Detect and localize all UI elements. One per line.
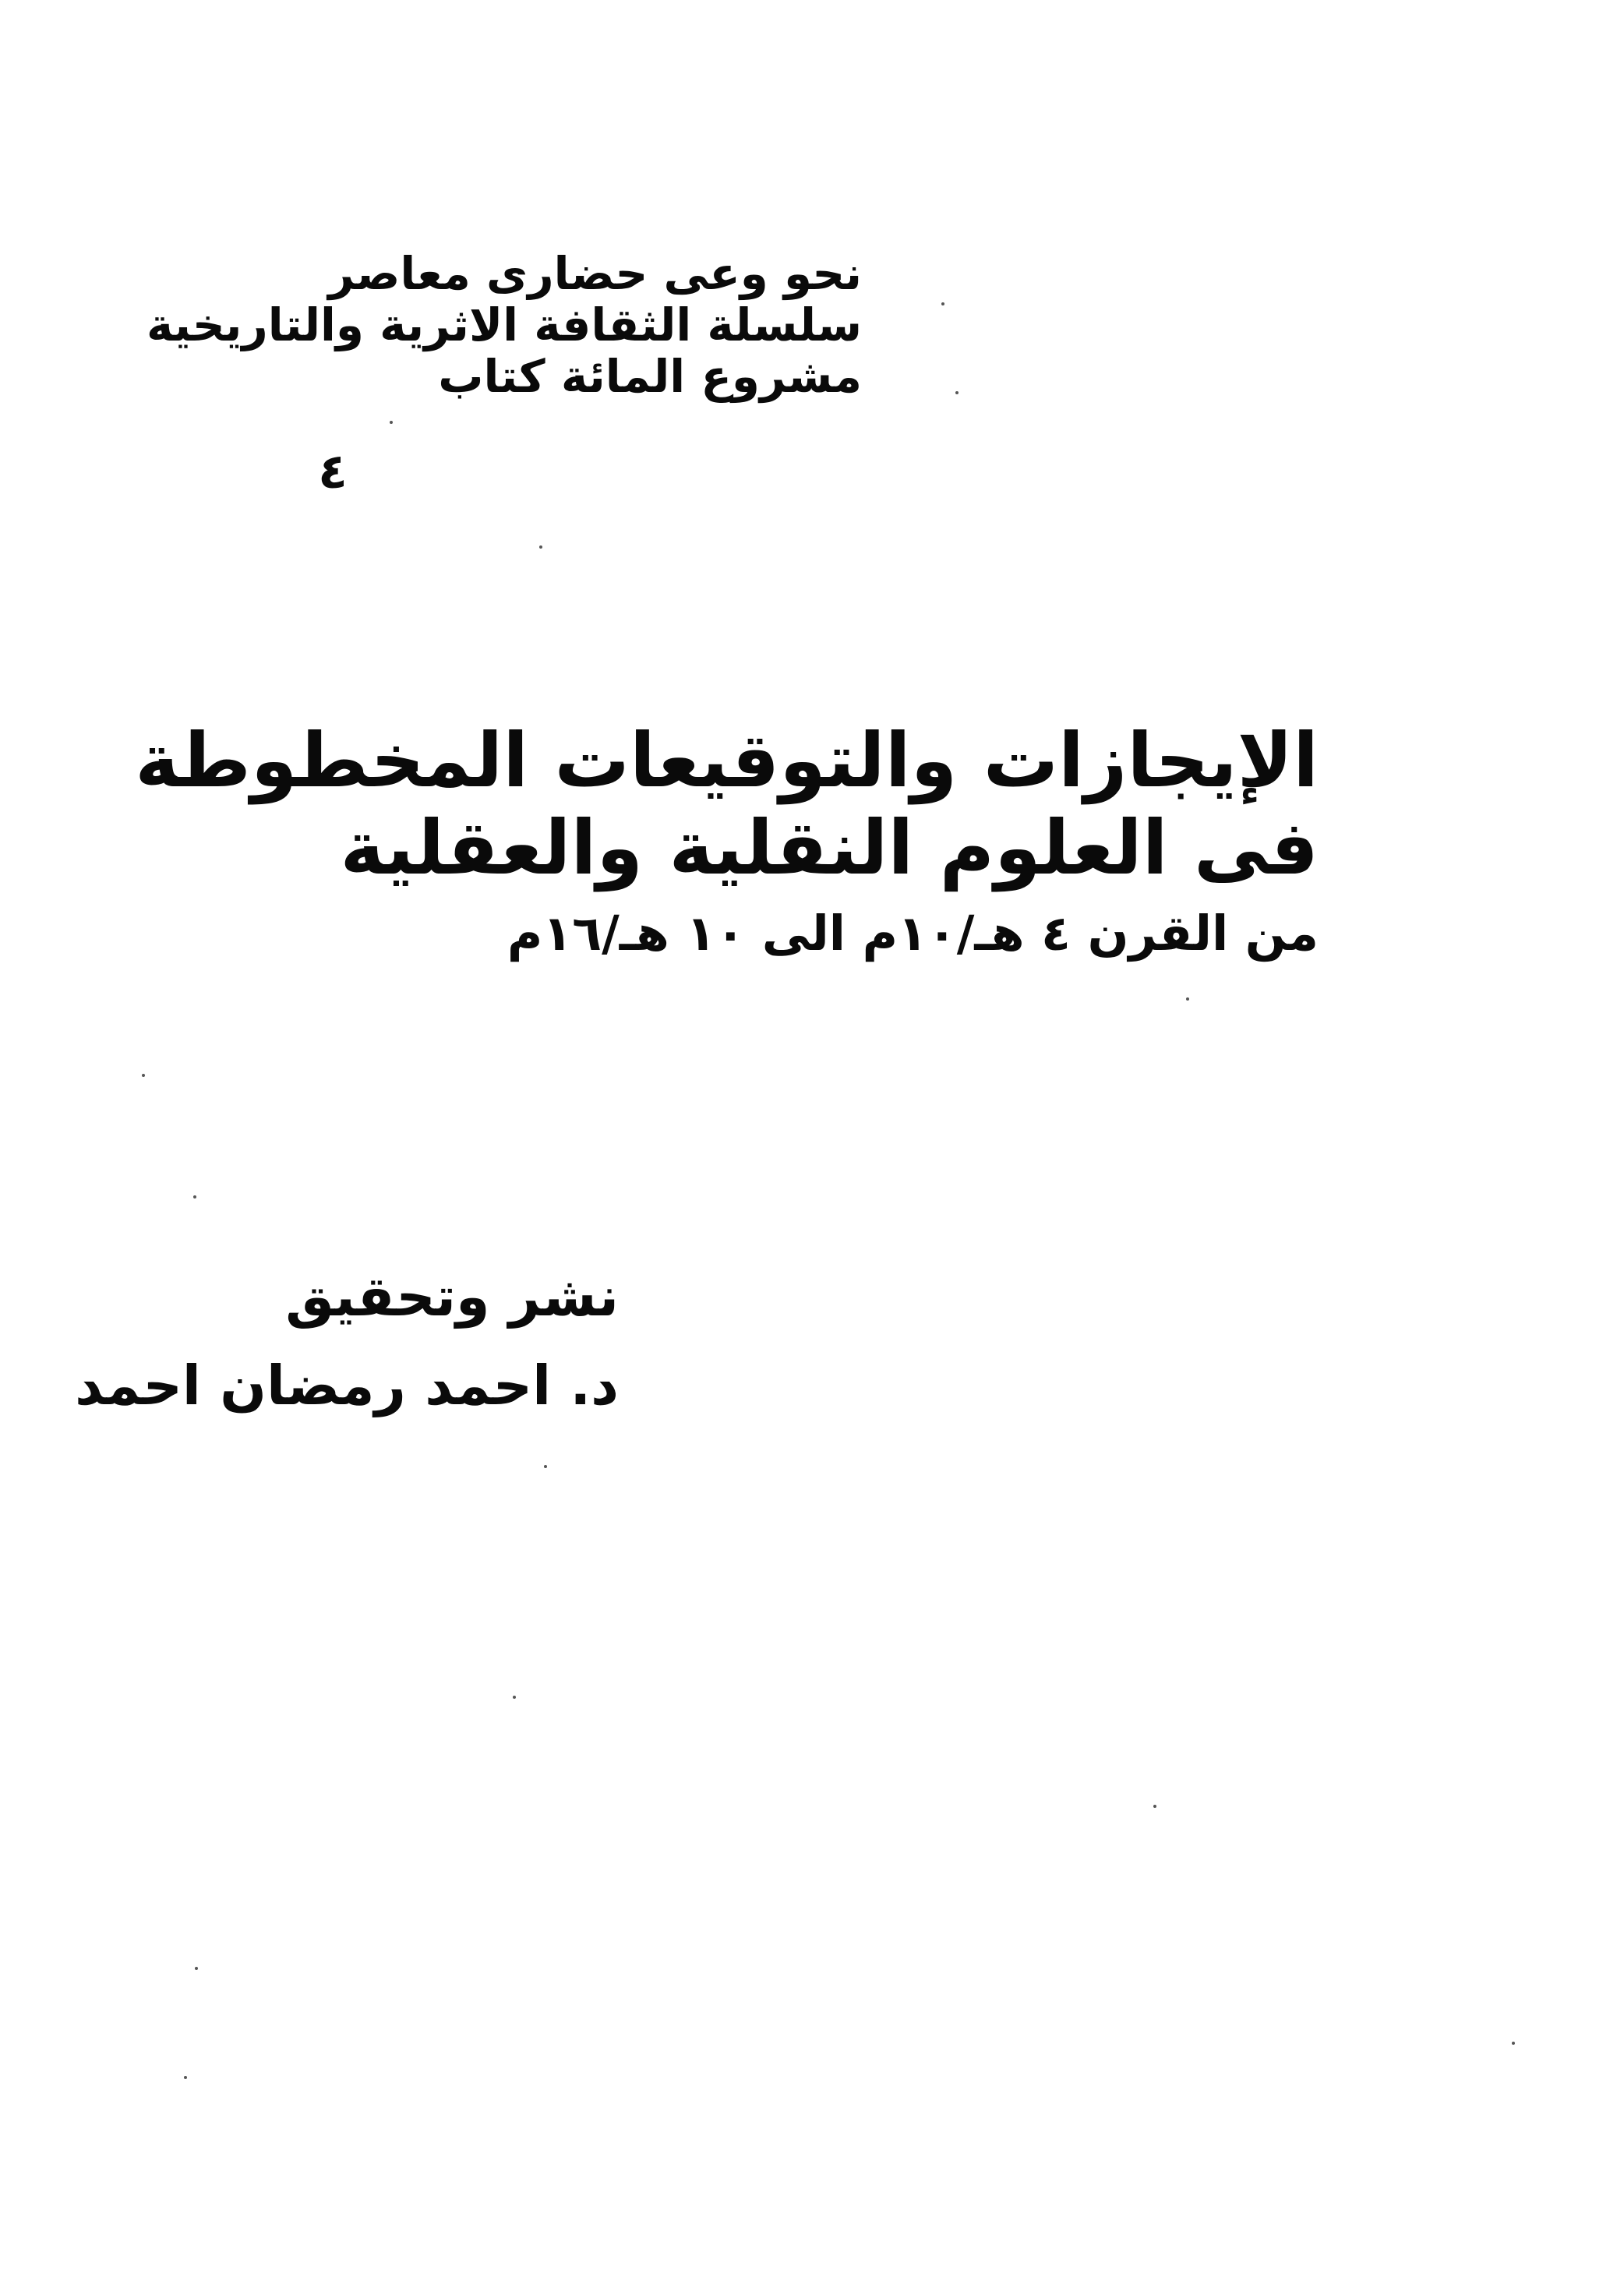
series-name: سلسلة الثقافة الاثرية والتاريخية [146, 298, 862, 351]
author-block [75, 1259, 619, 1423]
scan-speck [955, 391, 959, 394]
title-line-2: فى العلوم النقلية والعقلية [340, 804, 1319, 891]
series-volume-number: ٤ [318, 443, 348, 500]
author-name: د. احمد رمضان احمد [75, 1354, 619, 1417]
series-header [146, 247, 862, 403]
scan-speck [390, 421, 393, 424]
scan-speck [1186, 997, 1189, 1001]
scan-speck [544, 1465, 547, 1468]
book-title [135, 717, 1319, 971]
series-slogan: نحو وعى حضارى معاصر [328, 247, 862, 300]
scan-speck [941, 302, 944, 305]
scan-speck [539, 545, 542, 549]
scan-speck [184, 2076, 187, 2079]
scan-speck [193, 1195, 196, 1198]
series-project: مشروع المائة كتاب [438, 350, 862, 403]
author-role: نشر وتحقيق [285, 1265, 619, 1329]
scan-speck [1512, 2042, 1515, 2045]
scan-speck [1153, 1805, 1156, 1808]
title-line-1: الإيجازات والتوقيعات المخطوطة [135, 717, 1319, 804]
scan-speck [195, 1967, 198, 1970]
scan-speck [513, 1696, 516, 1699]
title-subtitle: من القرن ٤ هـ/١٠م الى ١٠ هـ/١٦م [507, 905, 1319, 962]
scan-speck [142, 1074, 145, 1077]
